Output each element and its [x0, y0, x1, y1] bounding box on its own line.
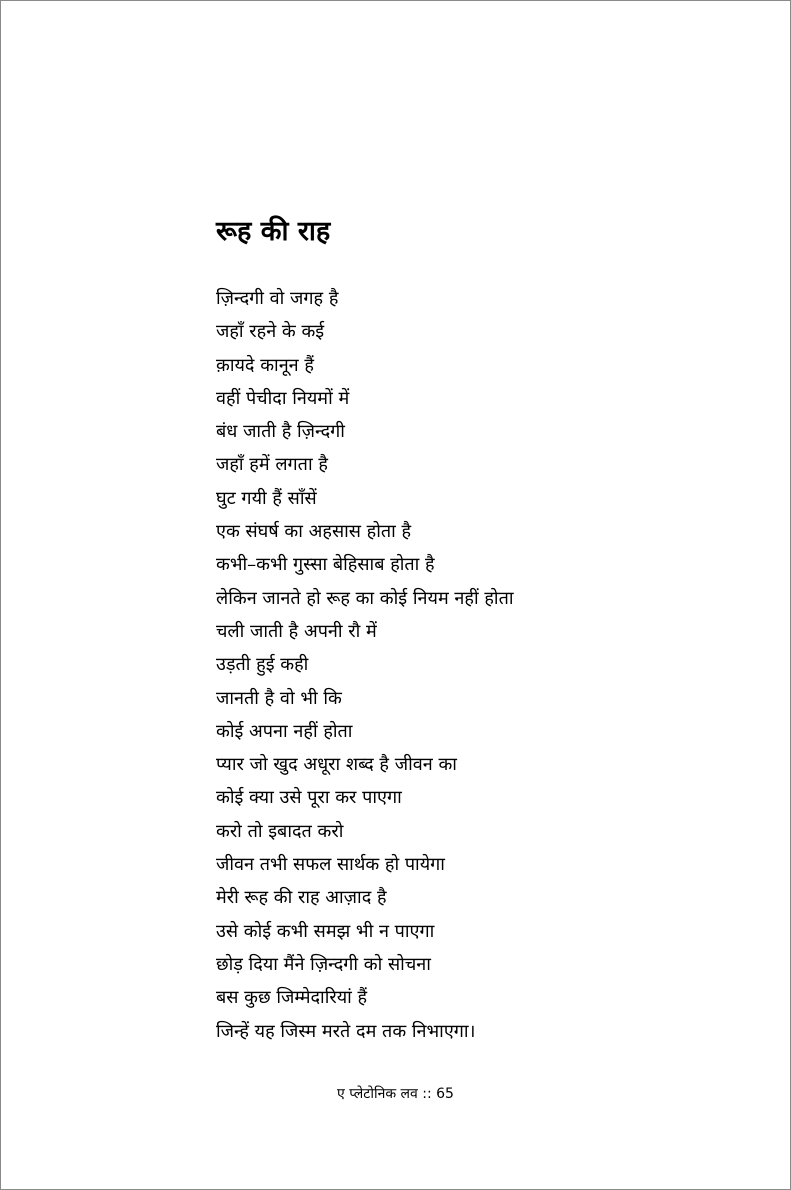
- poem-line: एक संघर्ष का अहसास होता है: [216, 521, 412, 543]
- poem-line: जहाँ रहने के कई: [216, 321, 325, 343]
- poem-line: बस कुछ जिम्मेदारियां हैं: [216, 987, 368, 1009]
- poem-line: मेरी रूह की राह आज़ाद है: [216, 887, 387, 909]
- page-footer: ए प्लेटोनिक लव :: 65: [337, 1086, 454, 1102]
- poem-line: प्यार जो खुद अधूरा शब्द है जीवन का: [216, 754, 457, 776]
- poem-line: बंध जाती है ज़िन्दगी: [216, 421, 345, 443]
- poem-line: करो तो इबादत करो: [216, 820, 344, 842]
- poem-line: छोड़ दिया मैंने ज़िन्दगी को सोचना: [216, 953, 431, 975]
- poem-line: क़ायदे कानून हैं: [216, 354, 314, 376]
- poem-line: कभी–कभी गुस्सा बेहिसाब होता है: [216, 554, 435, 576]
- poem-line: जहाँ हमें लगता है: [216, 454, 328, 476]
- poem-line: ज़िन्दगी वो जगह है: [216, 288, 339, 309]
- poem-line: जीवन तभी सफल सार्थक हो पायेगा: [216, 854, 445, 876]
- poem-line: लेकिन जानते हो रूह का कोई नियम नहीं होता: [216, 587, 514, 609]
- poem-body: [216, 282, 514, 1048]
- poem-line: कोई अपना नहीं होता: [216, 720, 353, 742]
- poem-line: घुट गयी हैं साँसें: [216, 487, 317, 509]
- poem-line: चली जाती है अपनी रौ में: [216, 620, 377, 642]
- poem-line: जानती है वो भी कि: [216, 687, 342, 709]
- poem-line: उड़ती हुई कही: [216, 654, 309, 676]
- poem-line: उसे कोई कभी समझ भी न पाएगा: [216, 920, 435, 942]
- poem-title: रूह की राह: [216, 216, 331, 247]
- poem-line: जिन्हें यह जिस्म मरते दम तक निभाएगा।: [216, 1020, 476, 1042]
- poem-line: कोई क्या उसे पूरा कर पाएगा: [216, 787, 402, 809]
- poem-line: वहीं पेचीदा नियमों में: [216, 387, 350, 409]
